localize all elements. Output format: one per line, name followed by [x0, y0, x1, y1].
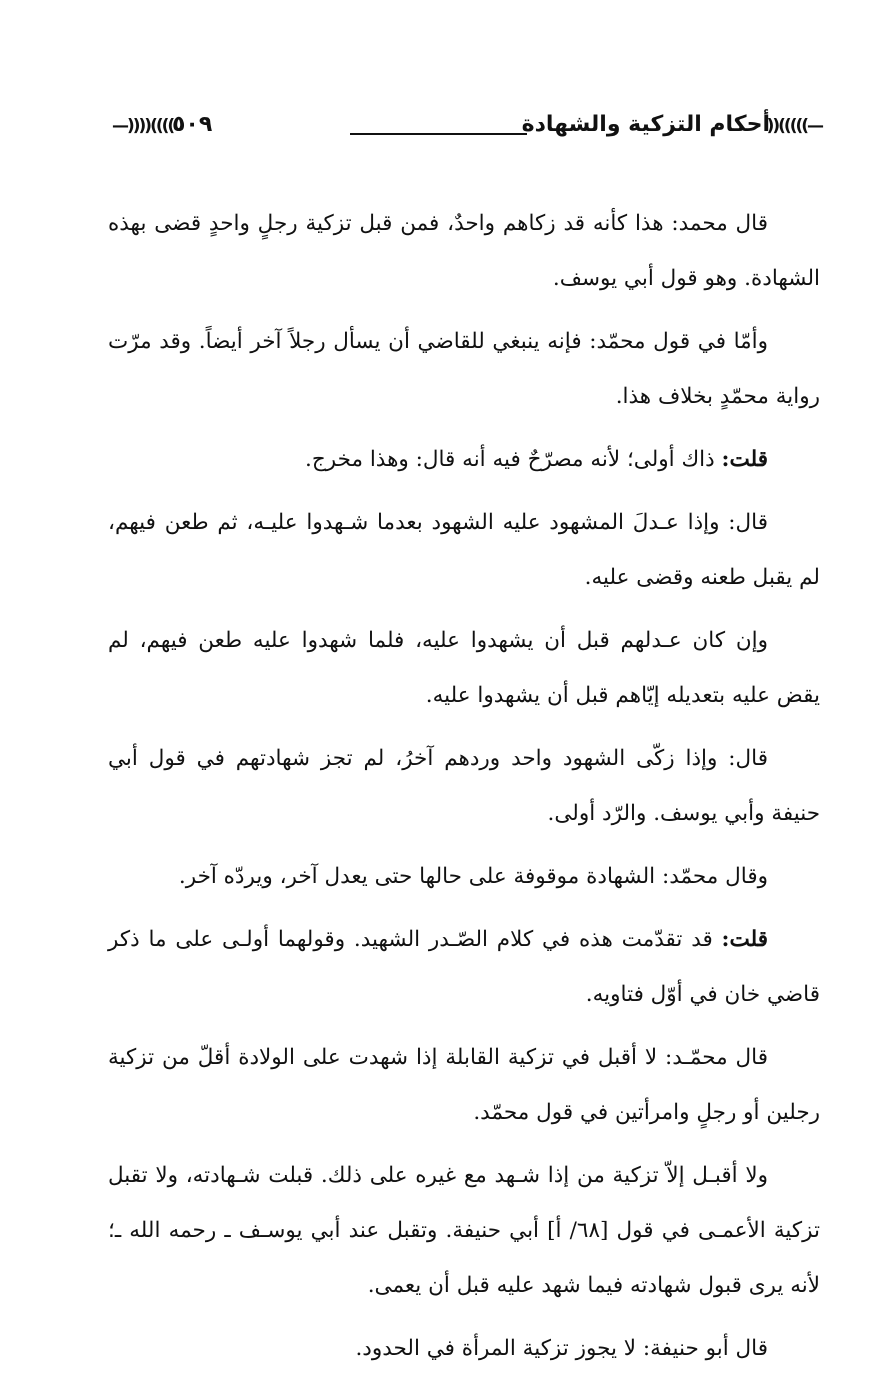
paragraph: [108, 731, 820, 841]
header-ornament-left: ))))((((—: [112, 116, 174, 136]
paragraph-text: قد تقدّمت هذه في كلام الصّـدر الشهيد. وقولهما أولـى على ما ذكر قاضي خان في أوّل فتاويه.: [108, 927, 820, 1007]
paragraph-text: ذاك أولى؛ لأنه مصرّحٌ فيه أنه قال: وهذا مخرج.: [305, 447, 722, 472]
paragraph: [108, 1148, 820, 1313]
paragraph: [108, 196, 820, 306]
paragraph: [108, 495, 820, 605]
paragraph: [108, 314, 820, 424]
paragraph: [108, 1321, 820, 1376]
paragraph-text: وأمّا في قول محمّد: فإنه ينبغي للقاضي أن يسأل رجلاً آخر أيضاً. وقد مرّت رواية محمّدٍ بخلاف هذا.: [108, 329, 820, 409]
paragraph-text: قال: وإذا عـدلَ المشهود عليه الشهود بعدما شـهدوا عليـه، ثم طعن فيهم، لم يقبل طعنه وقضى عليه.: [108, 510, 820, 590]
header-rule: [350, 133, 527, 135]
header-title: أحكام التزكية والشهادة: [521, 112, 770, 137]
paragraph: [108, 432, 820, 487]
paragraph: [108, 849, 820, 904]
paragraph-text: وإن كان عـدلهم قبل أن يشهدوا عليه، فلما شهدوا عليه طعن فيهم، لم يقض عليه بتعديله إيّاهم قبل أن يشهدوا عليه.: [108, 628, 820, 708]
paragraph-lead: قلت:: [721, 927, 768, 952]
paragraph-lead: قلت:: [721, 447, 768, 472]
paragraph-text: قال أبو حنيفة: لا يجوز تزكية المرأة في الحدود.: [355, 1336, 768, 1361]
page-body: [108, 196, 820, 1384]
running-header: [112, 112, 822, 152]
header-ornament-right: —)))))((: [766, 116, 822, 136]
paragraph-text: قال محمّـد: لا أقبل في تزكية القابلة إذا شهدت على الولادة أقلّ من تزكية رجلين أو رجلٍ وامرأتين في قول محمّد.: [108, 1045, 820, 1125]
paragraph-text: ولا أقبـل إلاّ تزكية من إذا شـهد مع غيره على ذلك. قبلت شـهادته، ولا تقبل تزكية الأعمـى في قول [٦٨/ أ] أبي حنيفة. وتقبل عند أبي يوسـف ـ رحمه الله ـ؛ لأنه يرى قبول شهادته فيما شهد عليه قبل أن يعمى.: [108, 1163, 820, 1298]
paragraph-text: قال: وإذا زكّى الشهود واحد وردهم آخرُ، لم تجز شهادتهم في قول أبي حنيفة وأبي يوسف. والرّد أولى.: [108, 746, 820, 826]
paragraph-text: قال محمد: هذا كأنه قد زكاهم واحدٌ، فمن قبل تزكية رجلٍ واحدٍ قضى بهذه الشهادة. وهو قول أبي يوسف.: [108, 211, 820, 291]
paragraph: [108, 1030, 820, 1140]
paragraph: [108, 613, 820, 723]
paragraph: [108, 912, 820, 1022]
paragraph-text: وقال محمّد: الشهادة موقوفة على حالها حتى يعدل آخر، ويردّه آخر.: [178, 864, 768, 889]
page-number: ٥٠٩: [172, 112, 213, 137]
